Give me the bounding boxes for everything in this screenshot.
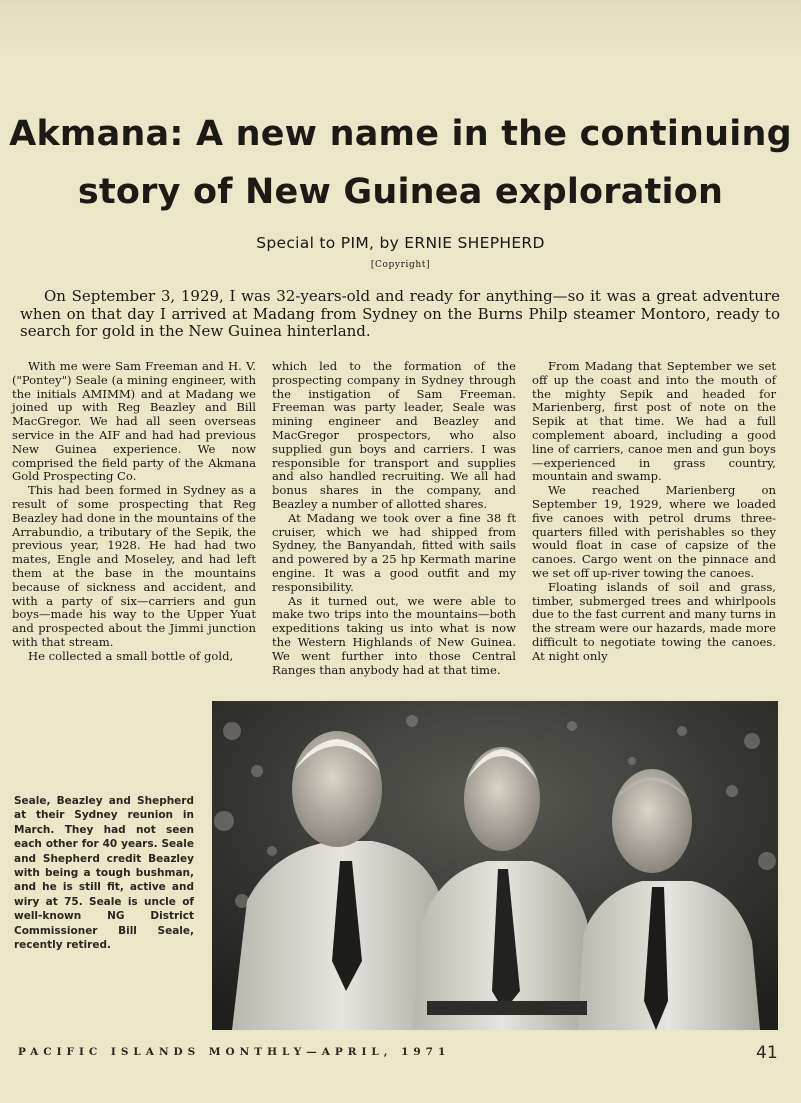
column-3-paragraph: From Madang that September we set off up the coast and into the mouth of the mighty Sepik and headed for Marienberg, first post of note on the Sepik at that time. We had a full complement aboard, including a good line of carriers, canoe men and gun boys—experienced in grass country, mountain and swamp.: [532, 359, 776, 484]
photo-caption: Seale, Beazley and Shepherd at their Sydney reunion in March. They had not seen each other for 40 years. Seale and Shepherd credit Beazley with being a tough bushman, and he is still fit, active and wiry at 75. Seale is uncle of well-known NG District Commissioner Bill Seale, recently retired.: [14, 795, 194, 952]
article-title-line-2: story of New Guinea exploration: [77, 172, 724, 212]
column-1-paragraph: This had been formed in Sydney as a result of some prospecting that Reg Beazley had done in the mountains of the Arrabundio, a tributary of the Sepik, the previous year, 1928. He had had two mates, Engle and Moseley, and had left them at the base in the mountains because of sickness and accident, and with a party of six—carriers and gun boys—made his way to the Upper Yuat and prospected about the Jimmi junction with that stream.: [12, 483, 256, 649]
column-2-paragraph: which led to the formation of the prospecting company in Sydney through the instigation of Sam Freeman. Freeman was party leader, Seale was mining engineer and Beazley and MacGregor prospectors, who also supplied gun boys and carriers. I was responsible for transport and supplies and also handled recruiting. We all had bonus shares in the company, and Beazley a number of allotted shares.: [272, 359, 516, 511]
column-2-paragraph: As it turned out, we were able to make two trips into the mountains—both expeditions taking us into what is now the Western Highlands of New Guinea. We went further into those Central Ranges than anybody had at that time.: [272, 593, 516, 677]
byline: Special to PIM, by ERNIE SHEPHERD: [256, 234, 545, 252]
page-number: 41: [756, 1043, 778, 1063]
article-title-line-1: Akmana: A new name in the continuing: [9, 114, 792, 154]
copyright-note: [Copyright]: [370, 260, 431, 270]
column-2-paragraph: At Madang we took over a fine 38 ft cruiser, which we had shipped from Sydney, the Banyandah, fitted with sails and powered by a 25 hp Kermath marine engine. It was a good outfit and my responsibility.: [272, 510, 516, 594]
column-3-paragraph: We reached Marienberg on September 19, 1929, where we loaded five canoes with petrol drums three-quarters filled with perishables so they would float in case of capsize of the canoes. Cargo went on the pinnace and we set off up-river towing the canoes.: [532, 483, 776, 580]
column-3-paragraph: Floating islands of soil and grass, timber, submerged trees and whirlpools due to the fast current and many turns in the stream were our hazards, made more difficult to negotiate towing the canoes. At night only: [532, 579, 776, 663]
column-1-paragraph: He collected a small bottle of gold,: [28, 648, 234, 663]
footer-publication: PACIFIC ISLANDS MONTHLY—APRIL, 1971: [18, 1046, 451, 1058]
text-column-3: [532, 360, 776, 664]
reunion-photo: [212, 701, 778, 1030]
lede-paragraph: On September 3, 1929, I was 32-years-old and ready for anything—so it was a great adventure when on that day I arrived at Madang from Sydney on the Burns Philp steamer Montoro, ready to search for gold in the New Guinea hinterland.: [20, 287, 780, 340]
text-column-1: [12, 360, 256, 664]
text-column-2: [272, 360, 516, 677]
column-1-paragraph: With me were Sam Freeman and H. V. ("Pontey") Seale (a mining engineer, with the initials AMIMM) and at Madang we joined up with Reg Beazley and Bill MacGregor. We had all seen overseas service in the AIF and had had previous New Guinea experience. We now comprised the field party of the Akmana Gold Prospecting Co.: [12, 359, 256, 484]
